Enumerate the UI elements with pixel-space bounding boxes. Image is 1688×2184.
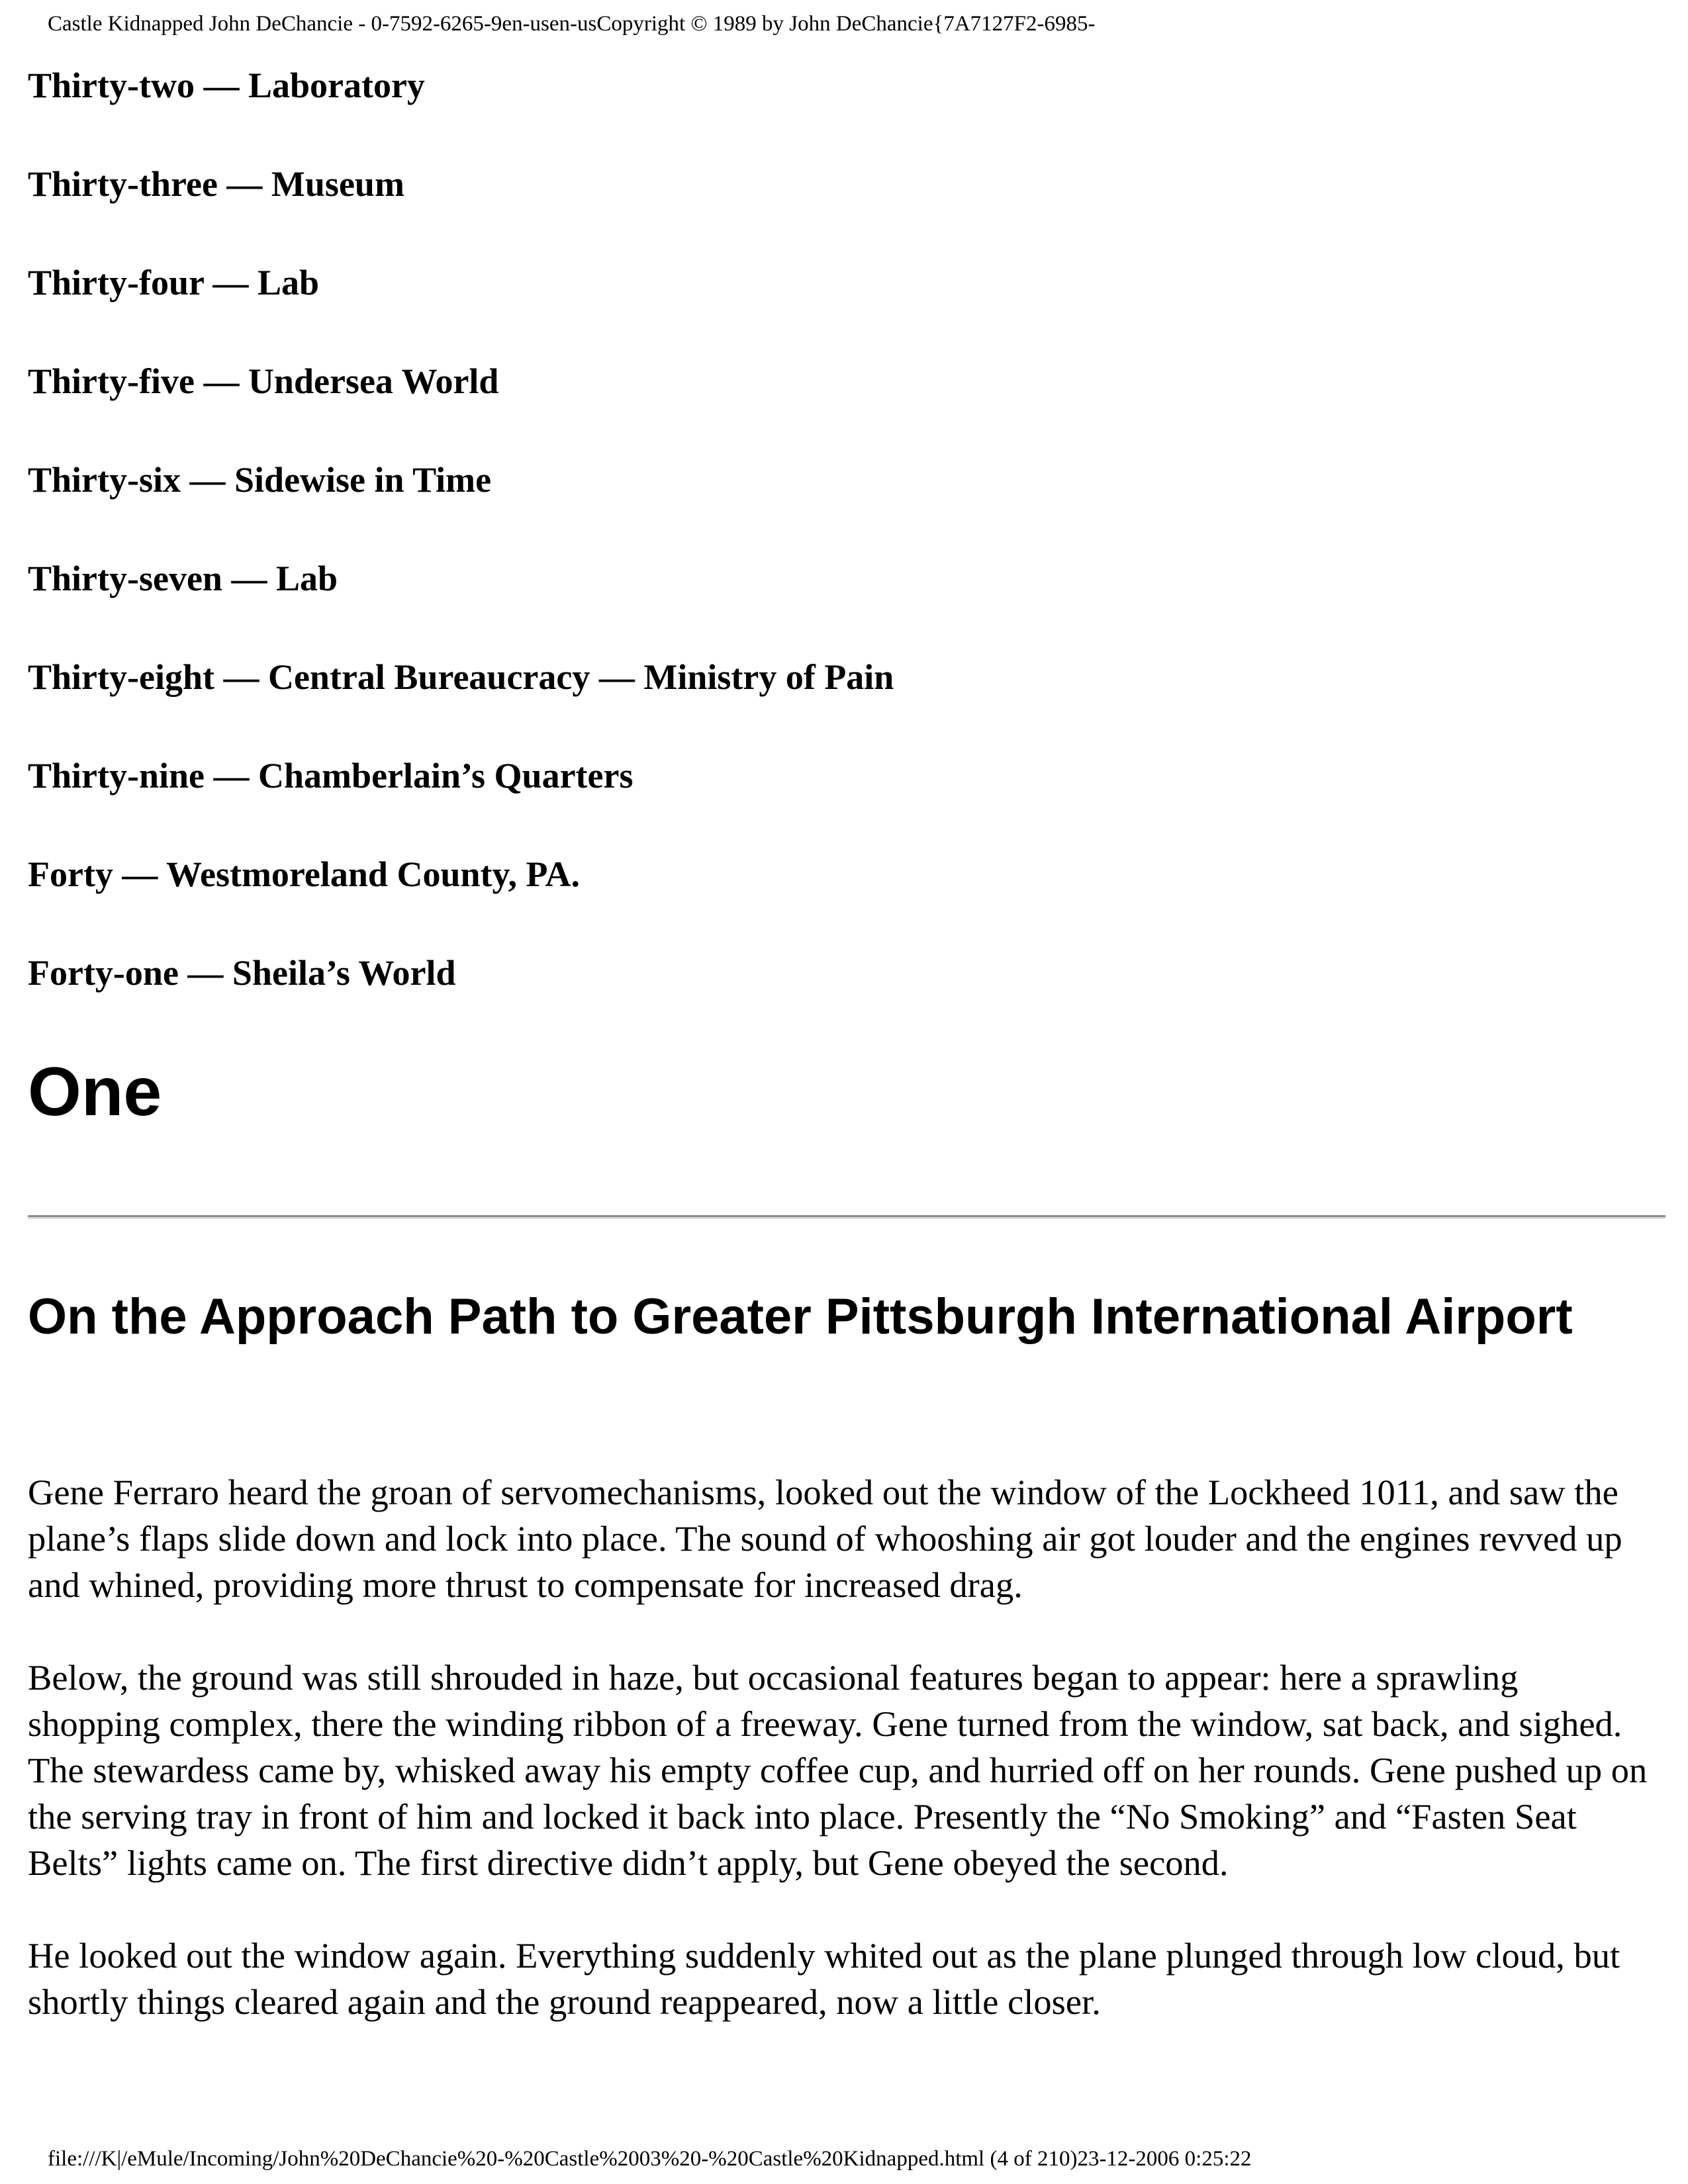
toc-entry: Thirty-nine — Chamberlain’s Quarters (28, 756, 633, 796)
toc-entry: Thirty-seven — Lab (28, 559, 338, 598)
running-footer: file:///K|/eMule/Incoming/John%20DeChancie%20-%20Castle%2003%20-%20Castle%20Kidnapped.html (4 of 210)23-12-2006 0:25:22 (48, 2147, 1252, 2171)
table-of-contents (28, 65, 1643, 1051)
chapter-title: One (28, 1054, 162, 1130)
body-paragraph: Gene Ferraro heard the groan of servomechanisms, looked out the window of the Lockheed 1011, and saw the plane’s flaps slide down and lock into place. The sound of whooshing air got louder and the engines revved up and whined, providing more thrust to compensate for increased drag. (28, 1472, 1622, 1605)
toc-entry: Forty — Westmoreland County, PA. (28, 854, 580, 894)
toc-entry: Thirty-two — Laboratory (28, 66, 425, 105)
body-paragraph: Below, the ground was still shrouded in haze, but occasional features began to appear: here a sprawling shopping complex, there the winding ribbon of a freeway. Gene turned from the window, sat back, and sighed. The stewardess came by, whisked away his empty coffee cup, and hurried off on her rounds. Gene pushed up on the serving tray in front of him and locked it back into place. Presently the “No Smoking” and “Fasten Seat Belts” lights came on. The first directive didn’t apply, but Gene obeyed the second. (28, 1657, 1648, 1883)
toc-entry: Thirty-six — Sidewise in Time (28, 460, 492, 500)
toc-entry: Thirty-five — Undersea World (28, 361, 499, 401)
horizontal-rule (28, 1215, 1665, 1219)
chapter-body (28, 1469, 1650, 2071)
running-header: Castle Kidnapped John DeChancie - 0-7592-6265-9en-usen-usCopyright © 1989 by John DeChancie{7A7127F2-6985- (48, 12, 1096, 36)
toc-entry: Forty-one — Sheila’s World (28, 953, 456, 993)
toc-entry: Thirty-three — Museum (28, 164, 404, 204)
section-title: On the Approach Path to Greater Pittsburgh International Airport (28, 1289, 1573, 1345)
toc-entry: Thirty-four — Lab (28, 263, 320, 302)
body-paragraph: He looked out the window again. Everything suddenly whited out as the plane plunged through low cloud, but shortly things cleared again and the ground reappeared, now a little closer. (28, 1935, 1620, 2022)
toc-entry: Thirty-eight — Central Bureaucracy — Ministry of Pain (28, 657, 894, 697)
